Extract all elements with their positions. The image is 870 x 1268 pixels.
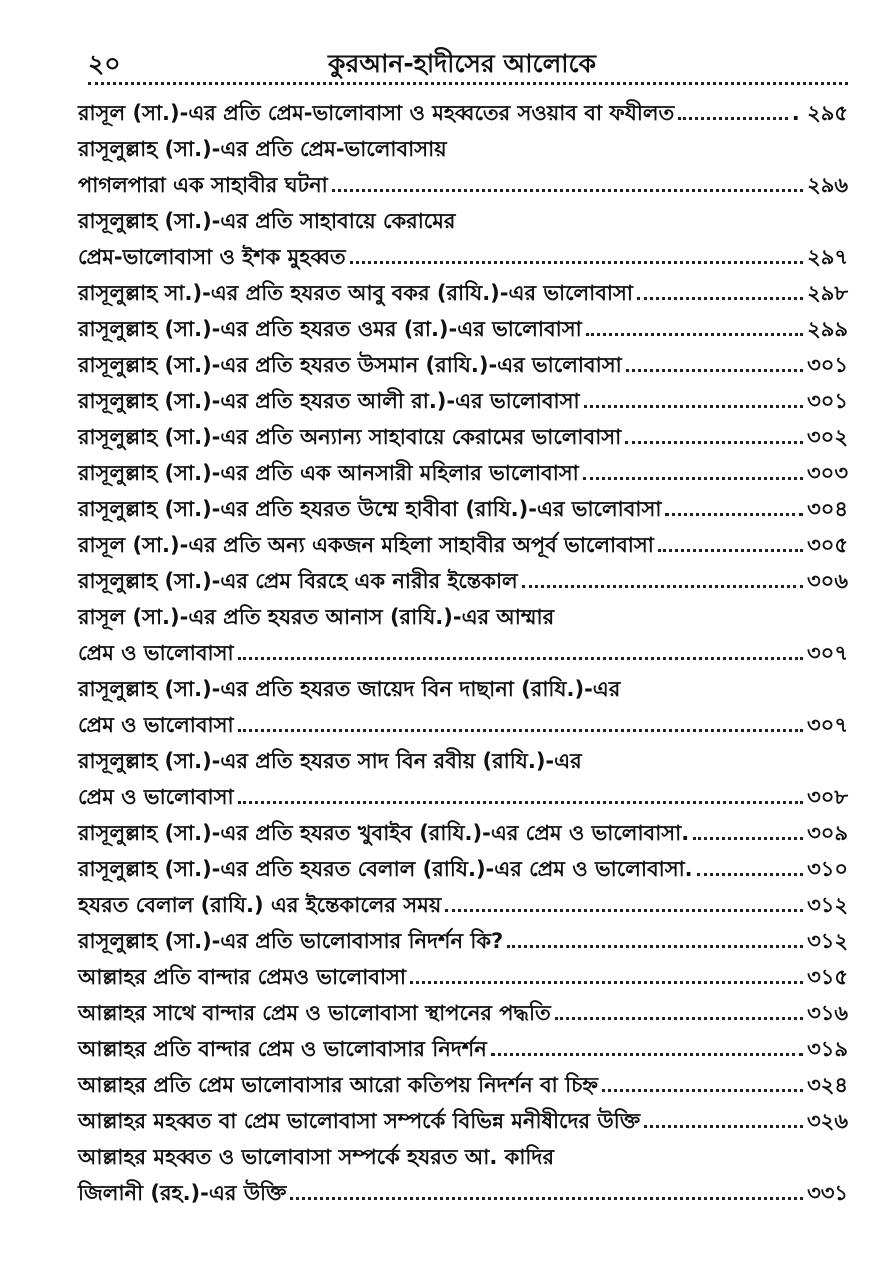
toc-page-number: ৩০৬ xyxy=(807,568,848,593)
dot-leader xyxy=(238,793,803,804)
toc-entry-line xyxy=(78,666,848,702)
toc-page-number: ২৯৬ xyxy=(807,172,848,197)
toc-entry-title: হযরত বেলাল (রাযি.) এর ইন্তেকালের সময় xyxy=(78,892,442,917)
toc-entry-line xyxy=(78,774,848,810)
toc-entry-title: রাসূল (সা.)-এর প্রতি অন্য একজন মহিলা সাহাবীর অপূর্ব ভালোবাসা xyxy=(78,532,654,557)
toc-page-number: ৩০৯ xyxy=(807,820,848,845)
toc-entry-line xyxy=(78,846,848,882)
toc-entry-title: আল্লাহর প্রতি বান্দার প্রেমও ভালোবাসা xyxy=(78,964,407,989)
toc-entry-line xyxy=(78,342,848,378)
toc-entry-title: রাসূলুল্লাহ (সা.)-এর প্রেম বিরহে এক নারীর ইন্তেকাল xyxy=(78,568,518,593)
toc-entry-title: রাসূলুল্লাহ (সা.)-এর প্রতি সাহাবায়ে কেরামের xyxy=(78,208,456,233)
dot-leader xyxy=(350,253,803,264)
toc-entry-title: রাসূলুল্লাহ (সা.)-এর প্রতি ভালোবাসার নিদর্শন কি? xyxy=(78,928,504,953)
dot-leader xyxy=(693,829,803,840)
toc-entry-line xyxy=(78,918,848,954)
dot-leader xyxy=(238,721,803,732)
dot-leader xyxy=(445,901,803,912)
toc-entry-title: রাসূলুল্লাহ সা.)-এর প্রতি হযরত আবু বকর (রাযি.)-এর ভালোবাসা xyxy=(78,280,633,305)
toc-entry-line xyxy=(78,522,848,558)
dot-leader xyxy=(522,577,803,588)
toc-entry-line xyxy=(78,1062,848,1098)
toc-page-number: ৩০১ xyxy=(807,352,848,377)
dot-leader xyxy=(584,397,803,408)
toc-entry-title: প্রেম ও ভালোবাসা xyxy=(78,784,234,809)
toc-page-number: ৩০৭ xyxy=(807,640,848,665)
toc-entry-title: প্রেম-ভালোবাসা ও ইশক মুহব্বত xyxy=(78,244,346,269)
toc-page-number: ২৯৯ xyxy=(807,316,848,341)
toc-entry-line xyxy=(78,882,848,918)
dot-leader xyxy=(491,1045,803,1056)
toc-page-number: ৩০২ xyxy=(807,424,848,449)
dot-leader xyxy=(665,505,803,516)
toc-entry-title: আল্লাহর প্রতি বান্দার প্রেম ও ভালোবাসার নিদর্শন xyxy=(78,1036,487,1061)
toc-page-number: . ২৯৫ xyxy=(791,100,848,125)
toc-page-number: ৩৩১ xyxy=(807,1180,848,1205)
toc-page-number: ৩১০ xyxy=(807,856,848,881)
dot-leader xyxy=(644,1117,803,1128)
toc-page-number: ৩১৯ xyxy=(807,1036,848,1061)
toc-entry-line xyxy=(78,702,848,738)
toc-entry-title: জিলানী (রহ.)-এর উক্তি xyxy=(78,1180,287,1205)
toc-entry-title: রাসূল (সা.)-এর প্রতি হযরত আনাস (রাযি.)-এর আম্মার xyxy=(78,604,555,629)
toc-entry-line xyxy=(78,414,848,450)
toc-entry-line xyxy=(78,1134,848,1170)
toc-entry-line xyxy=(78,306,848,342)
toc-entry-line xyxy=(78,450,848,486)
toc-entry-title: আল্লাহর মহব্বত ও ভালোবাসা সম্পর্কে হযরত আ. কাদির xyxy=(78,1144,555,1169)
dot-leader xyxy=(637,289,803,300)
toc-entry-title: পাগলপারা এক সাহাবীর ঘটনা xyxy=(78,172,328,197)
toc-page-number: ৩১৫ xyxy=(807,964,848,989)
dot-leader xyxy=(332,181,803,192)
toc-page-number: ৩০৪ xyxy=(807,496,848,521)
toc-entry-line xyxy=(78,126,848,162)
toc-entry-line xyxy=(78,378,848,414)
toc-entry-title: আল্লাহর সাথে বান্দার প্রেম ও ভালোবাসা স্থাপনের পদ্ধতি xyxy=(78,1000,551,1025)
toc-entry-title: প্রেম ও ভালোবাসা xyxy=(78,640,234,665)
toc-entry-title: রাসূলুল্লাহ (সা.)-এর প্রতি হযরত আলী রা.)-এর ভালোবাসা xyxy=(78,388,580,413)
dot-leader xyxy=(678,109,788,120)
toc-entry-line xyxy=(78,990,848,1026)
toc-entry-line xyxy=(78,162,848,198)
toc-entry-title: রাসূলুল্লাহ (সা.)-এর প্রতি হযরত সাদ বিন রবীয় (রাযি.)-এর xyxy=(78,748,582,773)
toc-entry-line xyxy=(78,234,848,270)
toc-entry-line xyxy=(78,486,848,522)
dot-leader xyxy=(602,1081,803,1092)
toc-page-number: ৩০১ xyxy=(807,388,848,413)
dot-leader xyxy=(697,865,803,876)
dot-leader xyxy=(555,1009,803,1020)
toc-page-number: ৩০৩ xyxy=(807,460,848,485)
page-number: ২০ xyxy=(88,49,121,78)
header-divider xyxy=(88,82,848,85)
toc-entry-title: রাসূল (সা.)-এর প্রতি প্রেম-ভালোবাসা ও মহব্বতের সওয়াব বা ফযীলত xyxy=(78,100,675,125)
running-title: কুরআন-হাদীসের আলোকে xyxy=(328,49,597,78)
toc-page-number: ৩১২ xyxy=(807,928,848,953)
dot-leader xyxy=(586,325,803,336)
toc-entry-title: রাসূলুল্লাহ (সা.)-এর প্রতি হযরত উম্মে হাবীবা (রাযি.)-এর ভালোবাসা xyxy=(78,496,662,521)
toc-entry-line xyxy=(78,558,848,594)
toc-entry-title: রাসূলুল্লাহ (সা.)-এর প্রতি হযরত জায়েদ বিন দাছানা (রাযি.)-এর xyxy=(78,676,621,701)
toc-entry-line xyxy=(78,90,848,126)
toc-page-number: ২৯৮ xyxy=(807,280,848,305)
toc-entry-title: রাসূলুল্লাহ (সা.)-এর প্রতি হযরত উসমান (রাযি.)-এর ভালোবাসা xyxy=(78,352,622,377)
dot-leader xyxy=(583,469,803,480)
toc-entry-title: রাসূলুল্লাহ (সা.)-এর প্রতি হযরত খুবাইব (রাযি.)-এর প্রেম ও ভালোবাসা. xyxy=(78,820,690,845)
toc-page-number: ২৯৭ xyxy=(807,244,848,269)
dot-leader xyxy=(507,937,803,948)
dot-leader xyxy=(658,541,803,552)
toc-entry-title: আল্লাহর মহব্বত বা প্রেম ভালোবাসা সম্পর্কে বিভিন্ন মনীষীদের উক্তি xyxy=(78,1108,641,1133)
dot-leader xyxy=(238,649,803,660)
toc-entry-line xyxy=(78,594,848,630)
toc-entry-title: আল্লাহর প্রতি প্রেম ভালোবাসার আরো কতিপয় নিদর্শন বা চিহ্ন xyxy=(78,1072,599,1097)
toc-entry-title: প্রেম ও ভালোবাসা xyxy=(78,712,234,737)
toc-page-number: ৩০৭ xyxy=(807,712,848,737)
page-header xyxy=(88,42,848,82)
toc-entry-line xyxy=(78,630,848,666)
toc-entry-line xyxy=(78,198,848,234)
toc-page-number: ৩০৫ xyxy=(807,532,848,557)
toc-entry-line xyxy=(78,738,848,774)
toc-entry-line xyxy=(78,810,848,846)
toc-entry-title: রাসূলুল্লাহ (সা.)-এর প্রতি হযরত বেলাল (রাযি.)-এর প্রেম ও ভালোবাসা. xyxy=(78,856,693,881)
toc-page-number: ৩১২ xyxy=(807,892,848,917)
toc-entry-line xyxy=(78,1170,848,1206)
dot-leader xyxy=(410,973,803,984)
toc-page-number: ৩০৮ xyxy=(807,784,848,809)
toc-entry-title: রাসূলুল্লাহ (সা.)-এর প্রতি এক আনসারী মহিলার ভালোবাসা xyxy=(78,460,579,485)
dot-leader xyxy=(290,1189,803,1200)
toc-entry-line xyxy=(78,1098,848,1134)
toc-page-number: ৩১৬ xyxy=(807,1000,848,1025)
toc-page-number: ৩২৪ xyxy=(807,1072,848,1097)
dot-leader xyxy=(626,361,803,372)
toc-page-number: ৩২৬ xyxy=(807,1108,848,1133)
toc-entry-title: রাসূলুল্লাহ (সা.)-এর প্রতি অন্যান্য সাহাবায়ে কেরামের ভালোবাসা xyxy=(78,424,622,449)
toc-entry-line xyxy=(78,954,848,990)
table-of-contents xyxy=(78,90,848,1206)
dot-leader xyxy=(625,433,803,444)
toc-entry-title: রাসূলুল্লাহ (সা.)-এর প্রতি হযরত ওমর (রা.)-এর ভালোবাসা xyxy=(78,316,582,341)
toc-entry-line xyxy=(78,270,848,306)
toc-entry-title: রাসূলুল্লাহ (সা.)-এর প্রতি প্রেম-ভালোবাসায় xyxy=(78,136,447,161)
toc-entry-line xyxy=(78,1026,848,1062)
